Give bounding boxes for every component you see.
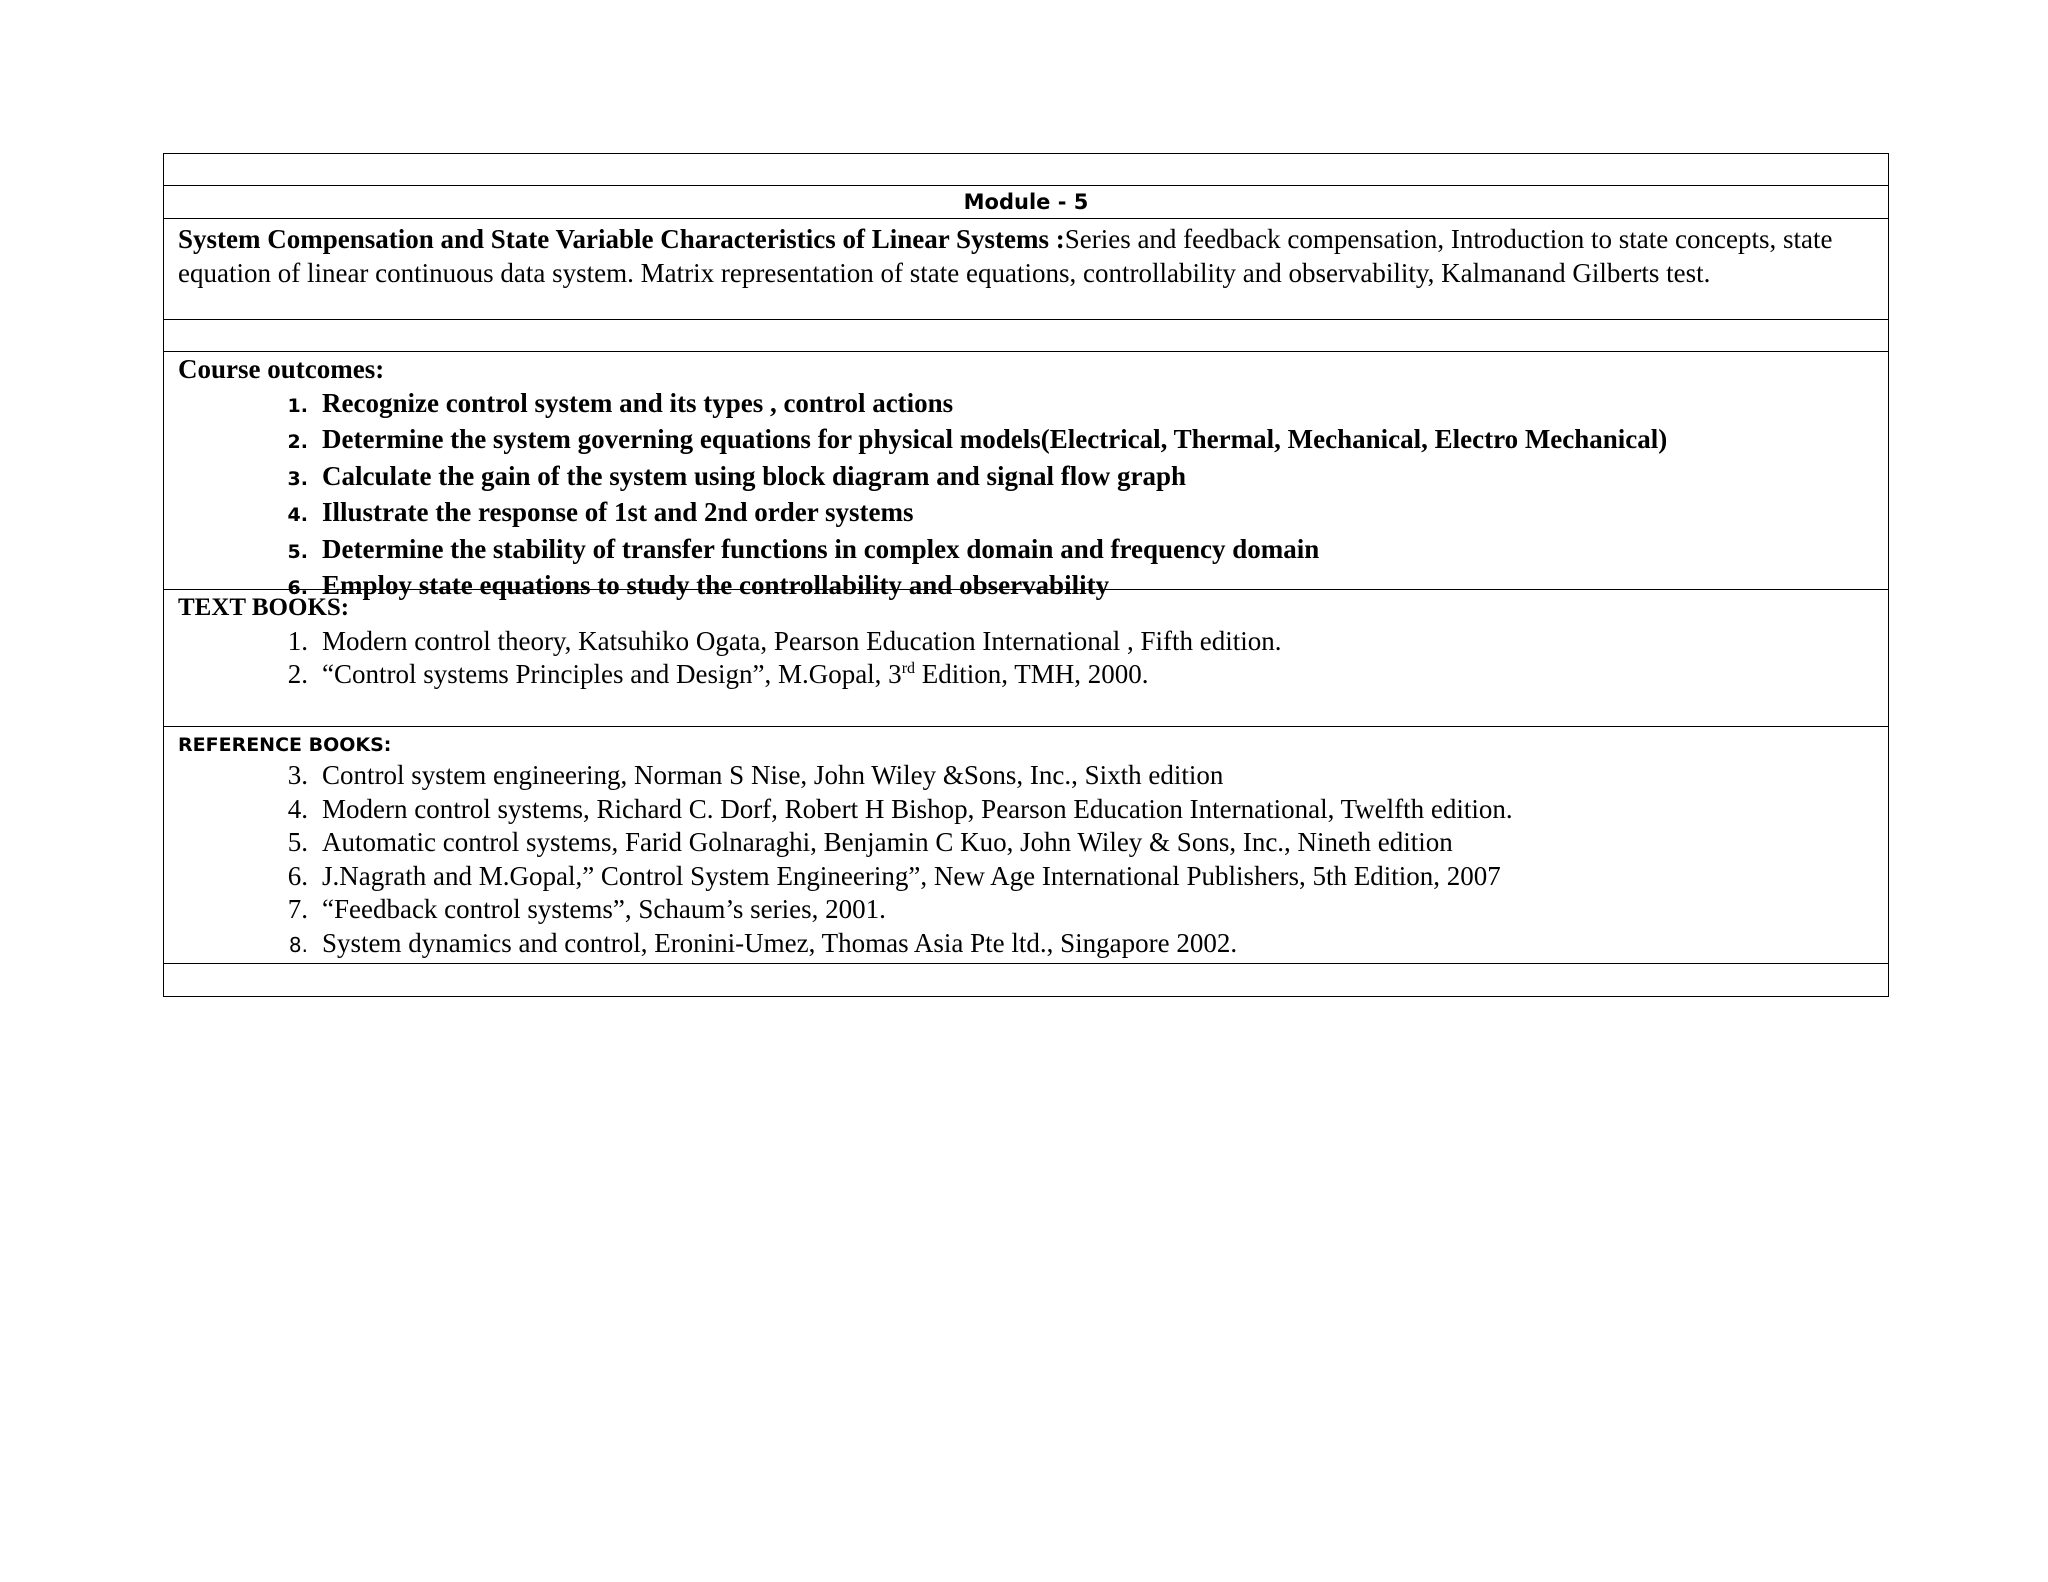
course-outcomes-list bbox=[178, 387, 1874, 606]
list-text: Employ state equations to study the controllability and observability bbox=[322, 570, 1110, 600]
module-body-text: Series and feedback compensation, Introduction to state concepts, state equation of linear continuous data system. Matrix representation of state equations, controllability and observability, Kalmanand Gilberts test. bbox=[178, 224, 1833, 288]
list-text: Illustrate the response of 1st and 2nd order systems bbox=[322, 497, 914, 527]
empty-row-middle bbox=[164, 320, 1888, 352]
list-number: 3. bbox=[287, 467, 308, 490]
course-outcomes-section bbox=[164, 352, 1888, 600]
list-text: “Feedback control systems”, Schaum’s series, 2001. bbox=[322, 894, 886, 924]
list-text: Determine the system governing equations for physical models(Electrical, Thermal, Mechanical, Electro Mechanical) bbox=[322, 424, 1668, 454]
list-text: Calculate the gain of the system using block diagram and signal flow graph bbox=[322, 460, 1187, 491]
text-books-section bbox=[164, 590, 1888, 727]
reference-books-heading: REFERENCE BOOKS: bbox=[178, 734, 392, 756]
list-item bbox=[178, 759, 1874, 793]
list-text bbox=[322, 658, 1149, 692]
list-item bbox=[178, 625, 1874, 659]
list-text: Control system engineering, Norman S Nise, John Wiley &Sons, Inc., Sixth edition bbox=[322, 760, 1224, 790]
list-item bbox=[178, 423, 1874, 460]
list-item bbox=[178, 496, 1874, 533]
module-description bbox=[164, 219, 1888, 320]
text-before-superscript: “Control systems Principles and Design”, M.Gopal, 3 bbox=[322, 659, 902, 689]
list-item bbox=[178, 387, 1874, 424]
list-number: 2. bbox=[287, 431, 308, 453]
list-text: J.Nagrath and M.Gopal,” Control System Engineering”, New Age International Publishers, 5th Edition, 2007 bbox=[322, 860, 1501, 891]
list-text: Modern control theory, Katsuhiko Ogata, Pearson Education International , Fifth edition. bbox=[322, 625, 1282, 656]
list-number: 1. bbox=[287, 394, 308, 417]
list-text: Recognize control system and its types , control actions bbox=[322, 387, 954, 418]
list-item bbox=[178, 533, 1874, 570]
list-text: Modern control systems, Richard C. Dorf, Robert H Bishop, Pearson Education International, Twelfth edition. bbox=[322, 793, 1513, 824]
list-text: Determine the stability of transfer functions in complex domain and frequency domain bbox=[322, 533, 1320, 564]
list-item bbox=[178, 793, 1874, 827]
course-outcomes-heading: Course outcomes: bbox=[178, 354, 385, 384]
empty-row-top bbox=[164, 154, 1888, 186]
list-item bbox=[178, 927, 1874, 963]
list-text: System dynamics and control, Eronini-Umez, Thomas Asia Pte ltd., Singapore 2002. bbox=[322, 927, 1238, 958]
list-item bbox=[178, 658, 1874, 692]
text-books-heading: TEXT BOOKS: bbox=[178, 594, 350, 621]
list-item bbox=[178, 893, 1874, 927]
syllabus-table bbox=[163, 153, 1889, 997]
list-number: 8. bbox=[288, 932, 308, 957]
empty-row-bottom bbox=[164, 964, 1888, 996]
list-number: 2. bbox=[287, 659, 308, 689]
list-number: 5. bbox=[287, 540, 308, 563]
list-item bbox=[178, 860, 1874, 894]
list-number: 1. bbox=[287, 625, 308, 656]
superscript: rd bbox=[901, 660, 916, 677]
list-number: 4. bbox=[287, 793, 308, 824]
module-title: Module - 5 bbox=[164, 186, 1888, 219]
list-item bbox=[178, 826, 1874, 860]
reference-books-section bbox=[164, 727, 1888, 964]
text-books-list bbox=[178, 625, 1874, 692]
list-number: 6. bbox=[287, 860, 308, 891]
list-number: 4. bbox=[287, 504, 308, 526]
reference-books-list bbox=[178, 759, 1874, 962]
list-text: Automatic control systems, Farid Golnaraghi, Benjamin C Kuo, John Wiley & Sons, Inc., Nineth edition bbox=[322, 827, 1453, 857]
list-item bbox=[178, 460, 1874, 497]
list-number: 6. bbox=[287, 577, 308, 599]
list-number: 3. bbox=[287, 760, 308, 790]
module-heading: System Compensation and State Variable Characteristics of Linear Systems : bbox=[178, 224, 1065, 254]
list-number: 5. bbox=[287, 827, 308, 857]
list-number: 7. bbox=[287, 894, 308, 924]
text-after-superscript: Edition, TMH, 2000. bbox=[915, 659, 1149, 689]
